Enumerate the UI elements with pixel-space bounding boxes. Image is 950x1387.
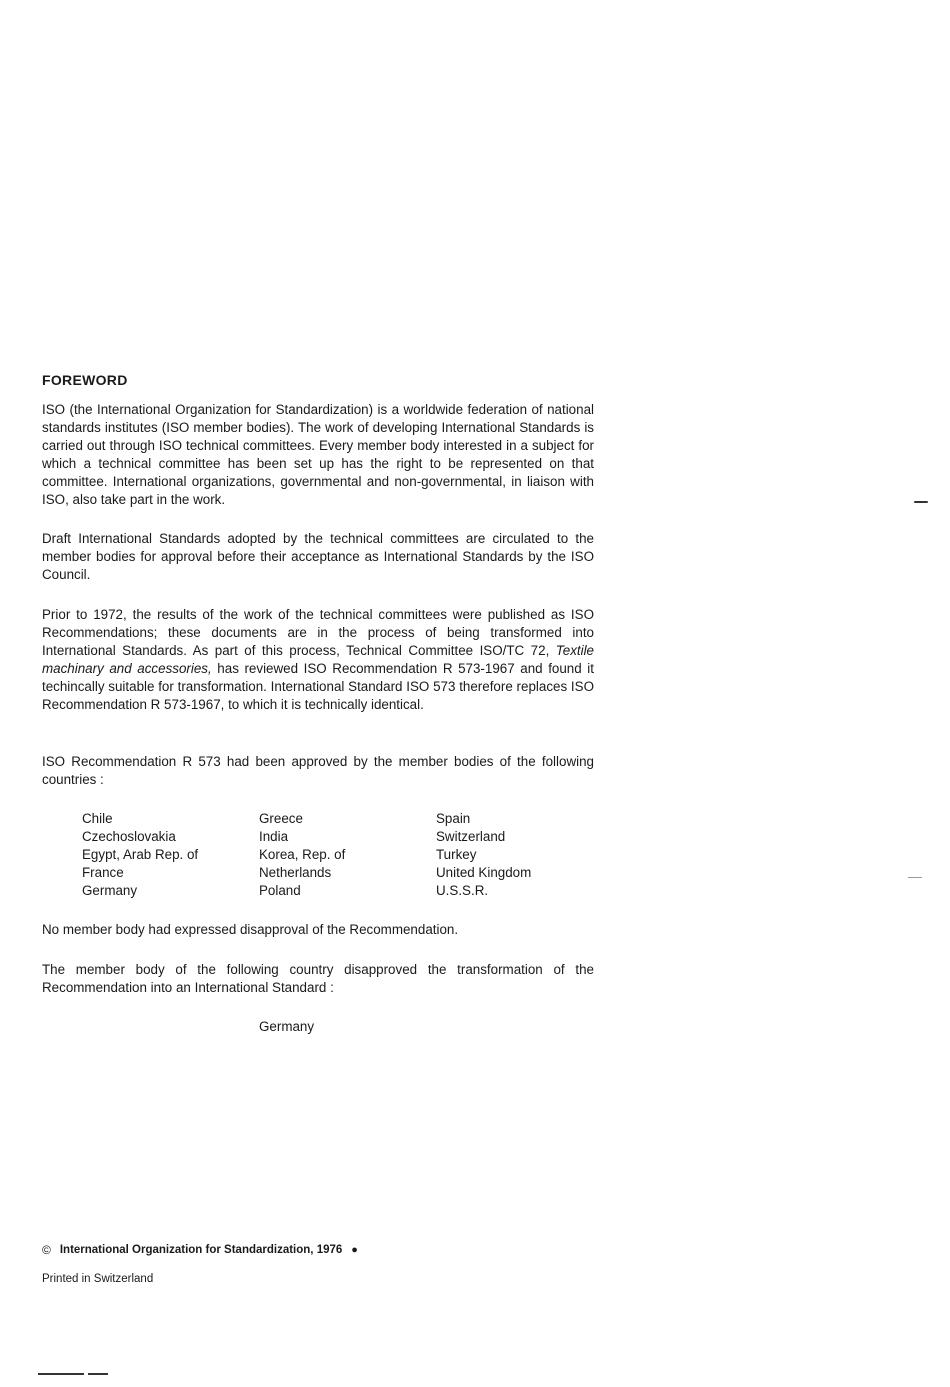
country-item: Korea, Rep. of [259,847,346,863]
country-item: Germany [82,883,138,899]
paragraph-draft-standards: Draft International Standards adopted by the technical committees are circulated to the member bodies for approval before their acceptance as International Standards by the ISO Council. [42,531,594,583]
paragraph-disapproval: The member body of the following country disapproved the transformation of the Recommendation into an International Standard : [42,962,594,996]
paragraph-no-disapproval: No member body had expressed disapproval of the Recommendation. [42,922,459,937]
country-item: Netherlands [259,865,332,881]
country-item: France [82,865,124,881]
copyright-text: International Organization for Standardization, 1976 [59,1244,343,1256]
disapproving-country: Germany [259,1019,315,1034]
country-item: United Kingdom [436,865,532,881]
bullet-icon: ● [351,1244,358,1256]
copyright-line [42,1243,358,1257]
paragraph-approval: ISO Recommendation R 573 had been approved by the member bodies of the following countries : [42,754,594,788]
scan-mark [38,1373,84,1375]
country-column-3 [436,810,602,900]
country-item: Chile [82,811,113,826]
country-item: Spain [436,811,471,826]
country-item: U.S.S.R. [436,883,489,899]
history-text-end: has reviewed ISO Recommendation R 573-1967 and found it techincally suitable for transformation. International Standard ISO 573 therefore replaces ISO Recommendation R 573-1967, to which it is technically identical. [42,661,594,713]
country-column-1 [82,810,259,900]
country-item: Switzerland [436,829,506,845]
paragraph-history [42,606,594,715]
copyright-icon: © [42,1243,51,1257]
committee-title: Textile machinary and accessories, [42,643,595,677]
country-item: Poland [259,883,301,899]
country-list [82,810,602,900]
history-text-start: Prior to 1972, the results of the work of the technical committees were published as ISO Recommendations; these documents are in the process of being transformed into International Standards. As part of this process, Technical Committee ISO/TC 72, [42,607,594,659]
country-item: Turkey [436,847,477,863]
country-item: Czechoslovakia [82,829,176,845]
scan-mark [88,1373,108,1375]
foreword-heading: FOREWORD [42,372,128,388]
country-item: Greece [259,811,303,826]
printed-location: Printed in Switzerland [42,1273,154,1285]
country-item: India [259,829,289,845]
scan-mark [908,877,922,878]
scan-mark [914,501,928,503]
paragraph-iso-intro: ISO (the International Organization for Standardization) is a worldwide federation of national standards institutes (ISO member bodies). The work of developing International Standards is carried out through ISO technical committees. Every member body interested in a subject for which a technical committee has been set up has the right to be represented on that committee. International organizations, governmental and non-governmental, in liaison with ISO, also take part in the work. [42,402,594,508]
country-item: Egypt, Arab Rep. of [82,847,199,863]
country-column-2 [259,810,436,900]
